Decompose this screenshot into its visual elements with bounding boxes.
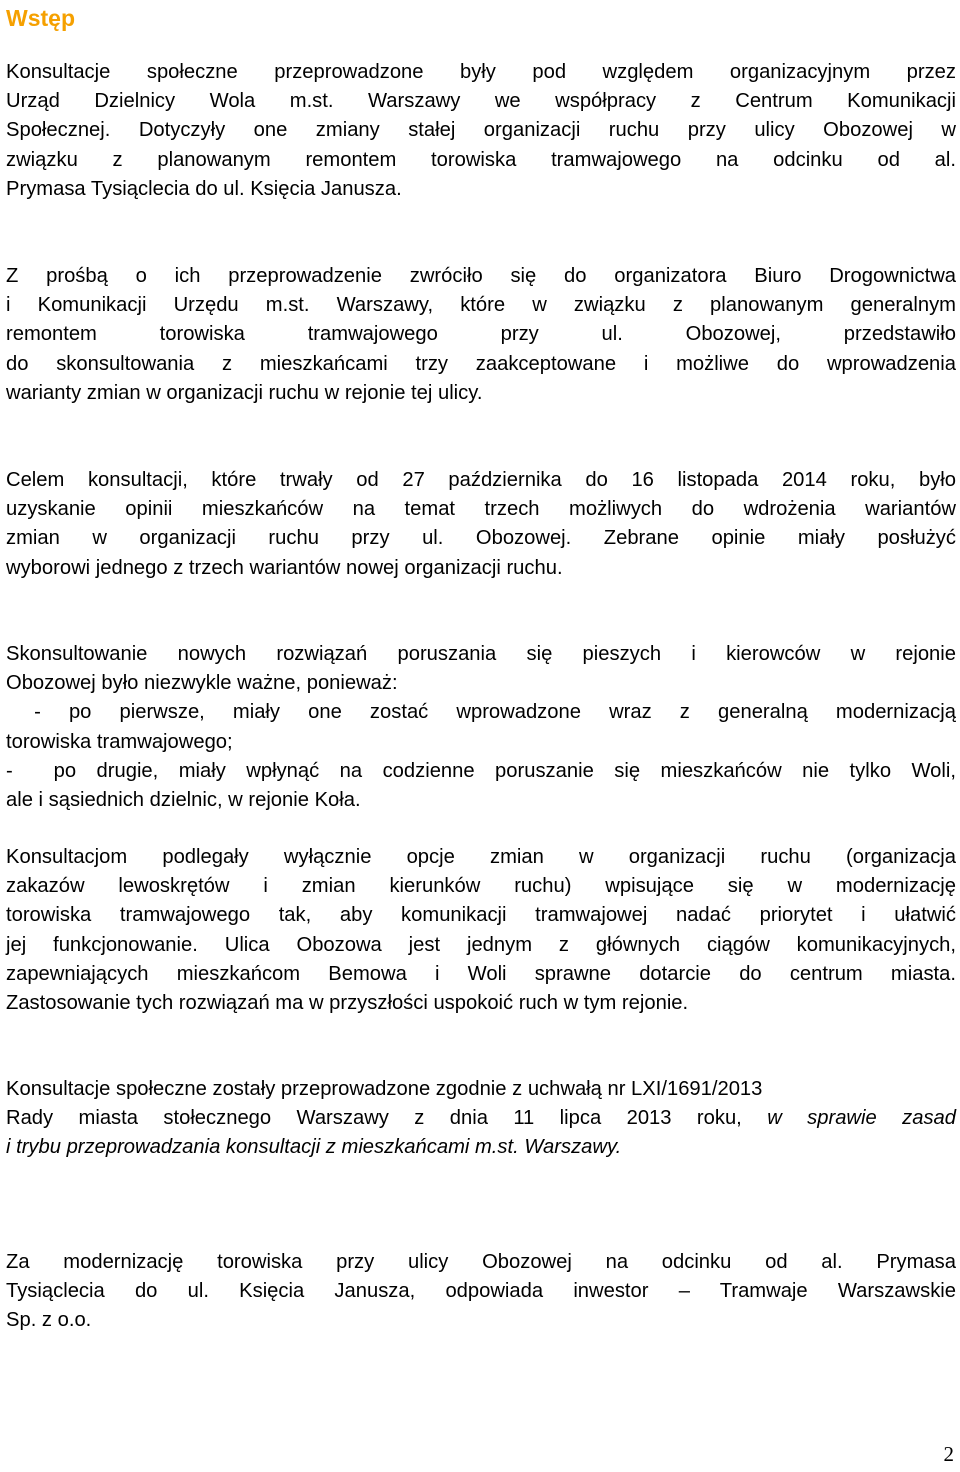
- paragraph-investor: [6, 1248, 956, 1336]
- text-line: Z prośbą o ich przeprowadzenie zwróciło się do organizatora Biuro Drogownictwa: [6, 265, 956, 287]
- paragraph-legal-basis: [6, 1075, 956, 1163]
- italic-text-fragment: w sprawie zasad: [767, 1107, 956, 1130]
- text-line: wyborowi jednego z trzech wariantów nowej organizacji ruchu.: [6, 556, 563, 579]
- text-line: Konsultacje społeczne zostały przeprowadzone zgodnie z uchwałą nr LXI/1691/2013: [6, 1078, 763, 1100]
- text-line: Sp. z o.o.: [6, 1309, 92, 1332]
- text-line: Celem konsultacji, które trwały od 27 października do 16 listopada 2014 roku, było: [6, 469, 956, 491]
- text-line: do skonsultowania z mieszkańcami trzy zaakceptowane i możliwe do wprowadzenia: [6, 352, 956, 375]
- paragraph-intro: [6, 58, 956, 204]
- text-line: jej funkcjonowanie. Ulica Obozowa jest jednym z głównych ciągów komunikacyjnych,: [6, 933, 956, 956]
- text-fragment: Rady miasta stołecznego Warszawy z dnia 11 lipca 2013 roku,: [6, 1107, 768, 1130]
- paragraph-goal: [6, 466, 956, 583]
- text-line: Konsultacje społeczne przeprowadzone były pod względem organizacyjnym przez: [6, 61, 956, 83]
- text-line: zmian w organizacji ruchu przy ul. Obozowej. Zebrane opinie miały posłużyć: [6, 527, 956, 550]
- text-line: warianty zmian w organizacji ruchu w rejonie tej ulicy.: [6, 381, 483, 404]
- section-heading: Wstęp: [6, 5, 75, 31]
- text-line: i Komunikacji Urzędu m.st. Warszawy, które w związku z planowanym generalnym: [6, 294, 956, 317]
- text-line: torowiska tramwajowego;: [6, 730, 233, 753]
- text-line: Konsultacjom podlegały wyłącznie opcje zmian w organizacji ruchu (organizacja: [6, 846, 956, 868]
- text-line: Za modernizację torowiska przy ulicy Obozowej na odcinku od al. Prymasa: [6, 1251, 956, 1273]
- text-line: związku z planowanym remontem torowiska tramwajowego na odcinku od al.: [6, 148, 956, 171]
- text-line: zakazów lewoskrętów i zmian kierunków ruchu) wpisujące się w modernizację: [6, 875, 956, 898]
- paragraph-scope: [6, 843, 956, 1018]
- text-line: [6, 1133, 956, 1162]
- text-line: uzyskanie opinii mieszkańców na temat trzech możliwych do wdrożenia wariantów: [6, 498, 956, 521]
- text-line: Obozowej było niezwykle ważne, ponieważ:: [6, 672, 398, 695]
- paragraph-request: [6, 262, 956, 408]
- text-line: Społecznej. Dotyczyły one zmiany stałej organizacji ruchu przy ulicy Obozowej w: [6, 119, 956, 142]
- italic-text-fragment: i trybu przeprowadzania konsultacji z mieszkańcami m.st. Warszawy.: [6, 1136, 622, 1159]
- page-number: 2: [943, 1442, 954, 1466]
- text-line: zapewniających mieszkańcom Bemowa i Woli sprawne dotarcie do centrum miasta.: [6, 962, 956, 985]
- text-line: remontem torowiska tramwajowego przy ul. Obozowej, przedstawiło: [6, 323, 956, 346]
- text-line: - po pierwsze, miały one zostać wprowadzone wraz z generalną modernizacją: [6, 701, 956, 724]
- text-line: Urząd Dzielnicy Wola m.st. Warszawy we współpracy z Centrum Komunikacji: [6, 90, 956, 113]
- text-line: [6, 1104, 956, 1133]
- text-line: ale i sąsiednich dzielnic, w rejonie Koła.: [6, 789, 361, 812]
- paragraph-importance: [6, 640, 956, 815]
- text-line: Prymasa Tysiąclecia do ul. Księcia Janusza.: [6, 177, 402, 200]
- text-line: - po drugie, miały wpłynąć na codzienne poruszanie się mieszkańców nie tylko Woli,: [6, 759, 956, 782]
- text-line: Zastosowanie tych rozwiązań ma w przyszłości uspokoić ruch w tym rejonie.: [6, 992, 689, 1015]
- text-line: torowiska tramwajowego tak, aby komunikacji tramwajowej nadać priorytet i ułatwić: [6, 904, 956, 927]
- text-line: Tysiąclecia do ul. Księcia Janusza, odpowiada inwestor – Tramwaje Warszawskie: [6, 1280, 956, 1303]
- text-line: Skonsultowanie nowych rozwiązań poruszania się pieszych i kierowców w rejonie: [6, 643, 956, 665]
